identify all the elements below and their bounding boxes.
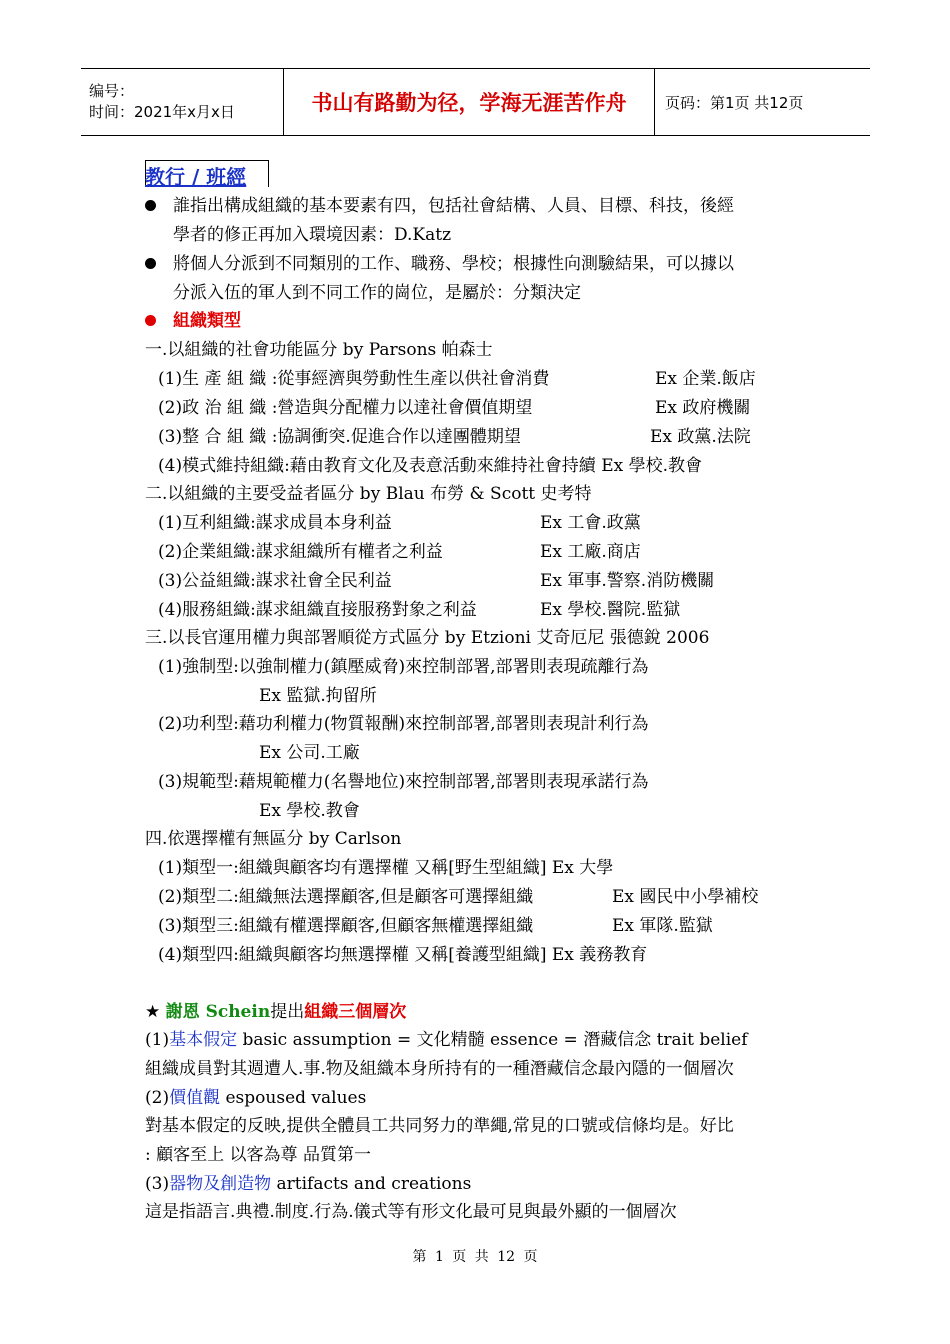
level-3-detail: artifacts and creations	[271, 1174, 472, 1194]
class3-item-1-example: Ex 監獄.拘留所	[259, 686, 377, 706]
class4-item-1: (1)類型一:組織與顧客均有選擇權 又稱[野生型組織] Ex 大學	[158, 858, 614, 878]
level-1	[145, 1029, 748, 1051]
class2-item-2: (2)企業組織:謀求組織所有權者之利益	[158, 542, 443, 562]
class2-item-2-example: Ex 工廠.商店	[540, 542, 641, 562]
star-icon: ★	[145, 1002, 161, 1022]
page-footer: 第 1 页 共 12 页	[412, 1249, 538, 1265]
class1-item-1: (1)生 產 組 織 :從事經濟與勞動性生產以供社會消費	[158, 369, 550, 389]
class4-item-4: (4)類型四:組織與顧客均無選擇權 又稱[養護型組織] Ex 義務教育	[158, 945, 648, 965]
org-types-heading: 組織類型	[173, 311, 241, 331]
bullet-dot	[145, 258, 156, 269]
class3-item-3: (3)規範型:藉規範權力(名譽地位)來控制部署,部署則表現承諾行為	[158, 772, 649, 792]
class1-item-1-example: Ex 企業.飯店	[655, 369, 756, 389]
level-3-term: 器物及創造物	[169, 1174, 272, 1194]
level-3	[145, 1173, 471, 1195]
class3-item-3-example: Ex 學校.教會	[259, 801, 360, 821]
header-motto-cell	[283, 69, 655, 135]
level-3-desc: 這是指語言.典禮.制度.行為.儀式等有形文化最可見與最外顯的一個層次	[145, 1202, 677, 1222]
class4-heading: 四.依選擇權有無區分 by Carlson	[145, 829, 402, 849]
class1-item-3: (3)整 合 組 織 :協調衝突.促進合作以達團體期望	[158, 427, 521, 447]
bullet-1-line2: 學者的修正再加入環境因素：D.Katz	[173, 225, 452, 245]
class4-item-3-example: Ex 軍隊.監獄	[612, 916, 713, 936]
bullet-dot-red	[145, 315, 156, 326]
class3-item-1: (1)強制型:以強制權力(鎮壓威脅)來控制部署,部署則表現疏離行為	[158, 657, 649, 677]
header-page-info: 页码：第1页 共12页	[665, 93, 804, 112]
class2-item-1: (1)互利組織:謀求成員本身利益	[158, 513, 392, 533]
class1-heading: 一.以組織的社會功能區分 by Parsons 帕森士	[145, 340, 493, 360]
level-2-desc-1: 對基本假定的反映,提供全體員工共同努力的準繩,常見的口號或信條均是。好比	[145, 1116, 734, 1136]
header-motto: 书山有路勤为径，学海无涯苦作舟	[311, 91, 627, 115]
bullet-2-line1: 將個人分派到不同類別的工作、職務、學校；根據性向測驗結果，可以據以	[173, 254, 734, 274]
level-2	[145, 1087, 366, 1109]
schein-mid: 提出	[270, 1002, 305, 1022]
class4-item-3: (3)類型三:組織有權選擇顧客,但顧客無權選擇組織	[158, 916, 534, 936]
level-1-term: 基本假定	[169, 1030, 238, 1050]
class4-item-2-example: Ex 國民中小學補校	[612, 887, 759, 907]
class1-item-2-example: Ex 政府機關	[655, 398, 751, 418]
level-1-detail: basic assumption = 文化精髓 essence = 潛藏信念 trait belief	[237, 1030, 748, 1050]
bullet-1-line1: 誰指出構成組織的基本要素有四，包括社會結構、人員、目標、科技，後經	[173, 196, 734, 216]
schein-levels-title: 組織三個層次	[304, 1002, 407, 1022]
level-2-number: (2)	[145, 1088, 170, 1108]
level-1-desc: 組織成員對其週遭人.事.物及組織本身所持有的一種潛藏信念最內隱的一個層次	[145, 1059, 734, 1079]
bullet-2-line2: 分派入伍的軍人到不同工作的崗位，是屬於：分類決定	[173, 283, 581, 303]
class2-heading: 二.以組織的主要受益者區分 by Blau 布勞 & Scott 史考特	[145, 484, 592, 504]
class2-item-4: (4)服務組織:謀求組織直接服務對象之利益	[158, 600, 477, 620]
class2-item-3: (3)公益組織:謀求社會全民利益	[158, 571, 392, 591]
level-2-detail: espoused values	[220, 1088, 367, 1108]
class1-item-4: (4)模式維持組織:藉由教育文化及表意活動來維持社會持續 Ex 學校.教會	[158, 456, 703, 476]
class3-heading: 三.以長官運用權力與部署順從方式區分 by Etzioni 艾奇厄尼 張德銳 2006	[145, 628, 710, 648]
bullet-dot	[145, 200, 156, 211]
class1-item-3-example: Ex 政黨.法院	[650, 427, 751, 447]
class2-item-4-example: Ex 學校.醫院.監獄	[540, 600, 681, 620]
class4-item-2: (2)類型二:組織無法選擇顧客,但是顧客可選擇組織	[158, 887, 534, 907]
header-meta	[81, 69, 283, 135]
class2-item-1-example: Ex 工會.政黨	[540, 513, 641, 533]
schein-name: 謝恩 Schein	[165, 1002, 271, 1022]
page-header	[81, 68, 870, 136]
level-2-desc-2: : 顧客至上 以客為尊 品質第一	[145, 1145, 371, 1165]
class2-item-3-example: Ex 軍事.警察.消防機關	[540, 571, 715, 591]
header-number-label: 编号：	[89, 82, 135, 100]
schein-heading	[145, 1001, 406, 1023]
level-1-number: (1)	[145, 1030, 170, 1050]
class3-item-2: (2)功利型:藉功利權力(物質報酬)來控制部署,部署則表現計利行為	[158, 714, 649, 734]
class3-item-2-example: Ex 公司.工廠	[259, 743, 360, 763]
class1-item-2: (2)政 治 組 織 :營造與分配權力以達社會價值期望	[158, 398, 533, 418]
level-3-number: (3)	[145, 1174, 170, 1194]
level-2-term: 價值觀	[169, 1088, 221, 1108]
section-title: 教行 / 班經	[145, 165, 247, 189]
header-date: 时间：2021年x月x日	[89, 103, 235, 121]
